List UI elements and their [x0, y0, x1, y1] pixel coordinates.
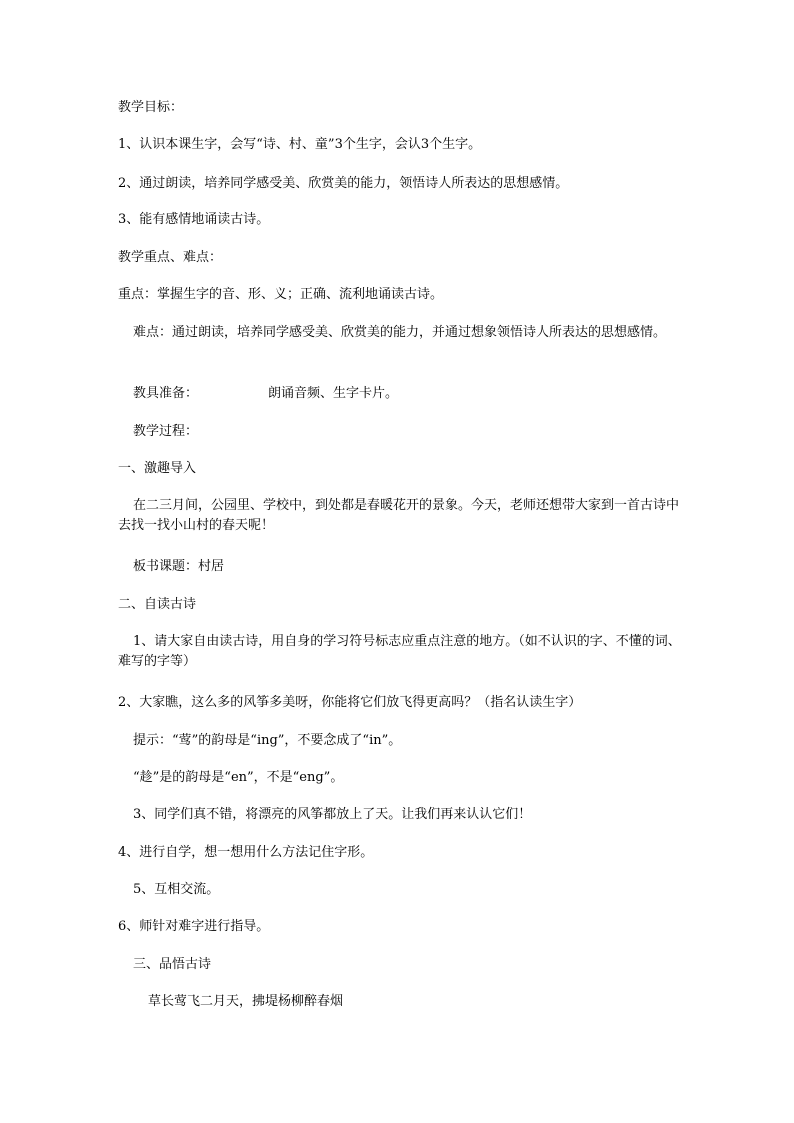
section-2-item-6: 6、师针对难字进行指导。	[118, 919, 270, 934]
section-2-item-4: 4、进行自学，想一想用什么方法记住字形。	[118, 845, 374, 860]
section-1-title: 一、激趣导入	[118, 461, 197, 476]
key-point-text: 重点：掌握生字的音、形、义；正确、流利地诵读古诗。	[118, 287, 444, 302]
section-2-item-3: 3、同学们真不错，将漂亮的风筝都放上了天。让我们再来认认它们！	[133, 807, 532, 822]
heading-teaching-goals: 教学目标：	[118, 100, 184, 115]
poem-line-1: 草长莺飞二月天，拂堤杨柳醉春烟	[148, 994, 344, 1009]
section-2-item-5: 5、互相交流。	[133, 882, 220, 897]
hint-2: “趁”是的韵母是“en”，不是“eng”。	[133, 770, 344, 785]
heading-teaching-process: 教学过程：	[133, 424, 199, 439]
section-1-paragraph: 在二三月间，公园里、学校中，到处都是春暖花开的景象。今天，老师还想带大家到一首古诗中去找一找小山村的春天呢！	[118, 498, 680, 533]
section-2-title: 二、自读古诗	[118, 597, 197, 612]
heading-key-points: 教学重点、难点：	[118, 250, 223, 265]
section-2-item-2: 2、大家瞧，这么多的风筝多美呀，你能将它们放飞得更高吗？（指名认读生字）	[118, 695, 582, 710]
difficulty-text: 难点：通过朗读，培养同学感受美、欣赏美的能力，并通过想象领悟诗人所表达的思想感情。	[133, 325, 667, 340]
goal-item-2: 2、通过朗读，培养同学感受美、欣赏美的能力，领悟诗人所表达的思想感情。	[118, 176, 569, 191]
teaching-aids-value: 朗诵音频、生字卡片。	[268, 386, 399, 401]
teaching-aids-label: 教具准备：	[133, 386, 199, 401]
section-2-item-1: 1、请大家自由读古诗，用自身的学习符号标志应重点注意的地方。（如不认识的字、不懂的词、难写的字等）	[118, 634, 681, 669]
section-3-title: 三、品悟古诗	[133, 957, 212, 972]
goal-item-1: 1、认识本课生字，会写“诗、村、童”3个生字，会认3个生字。	[118, 137, 482, 152]
teaching-aids-row	[133, 384, 699, 404]
hint-1: 提示：“莺”的韵母是“ing”，不要念成了“in”。	[133, 733, 402, 748]
board-title: 板书课题：村居	[133, 559, 225, 574]
goal-item-3: 3、能有感情地诵读古诗。	[118, 212, 270, 227]
